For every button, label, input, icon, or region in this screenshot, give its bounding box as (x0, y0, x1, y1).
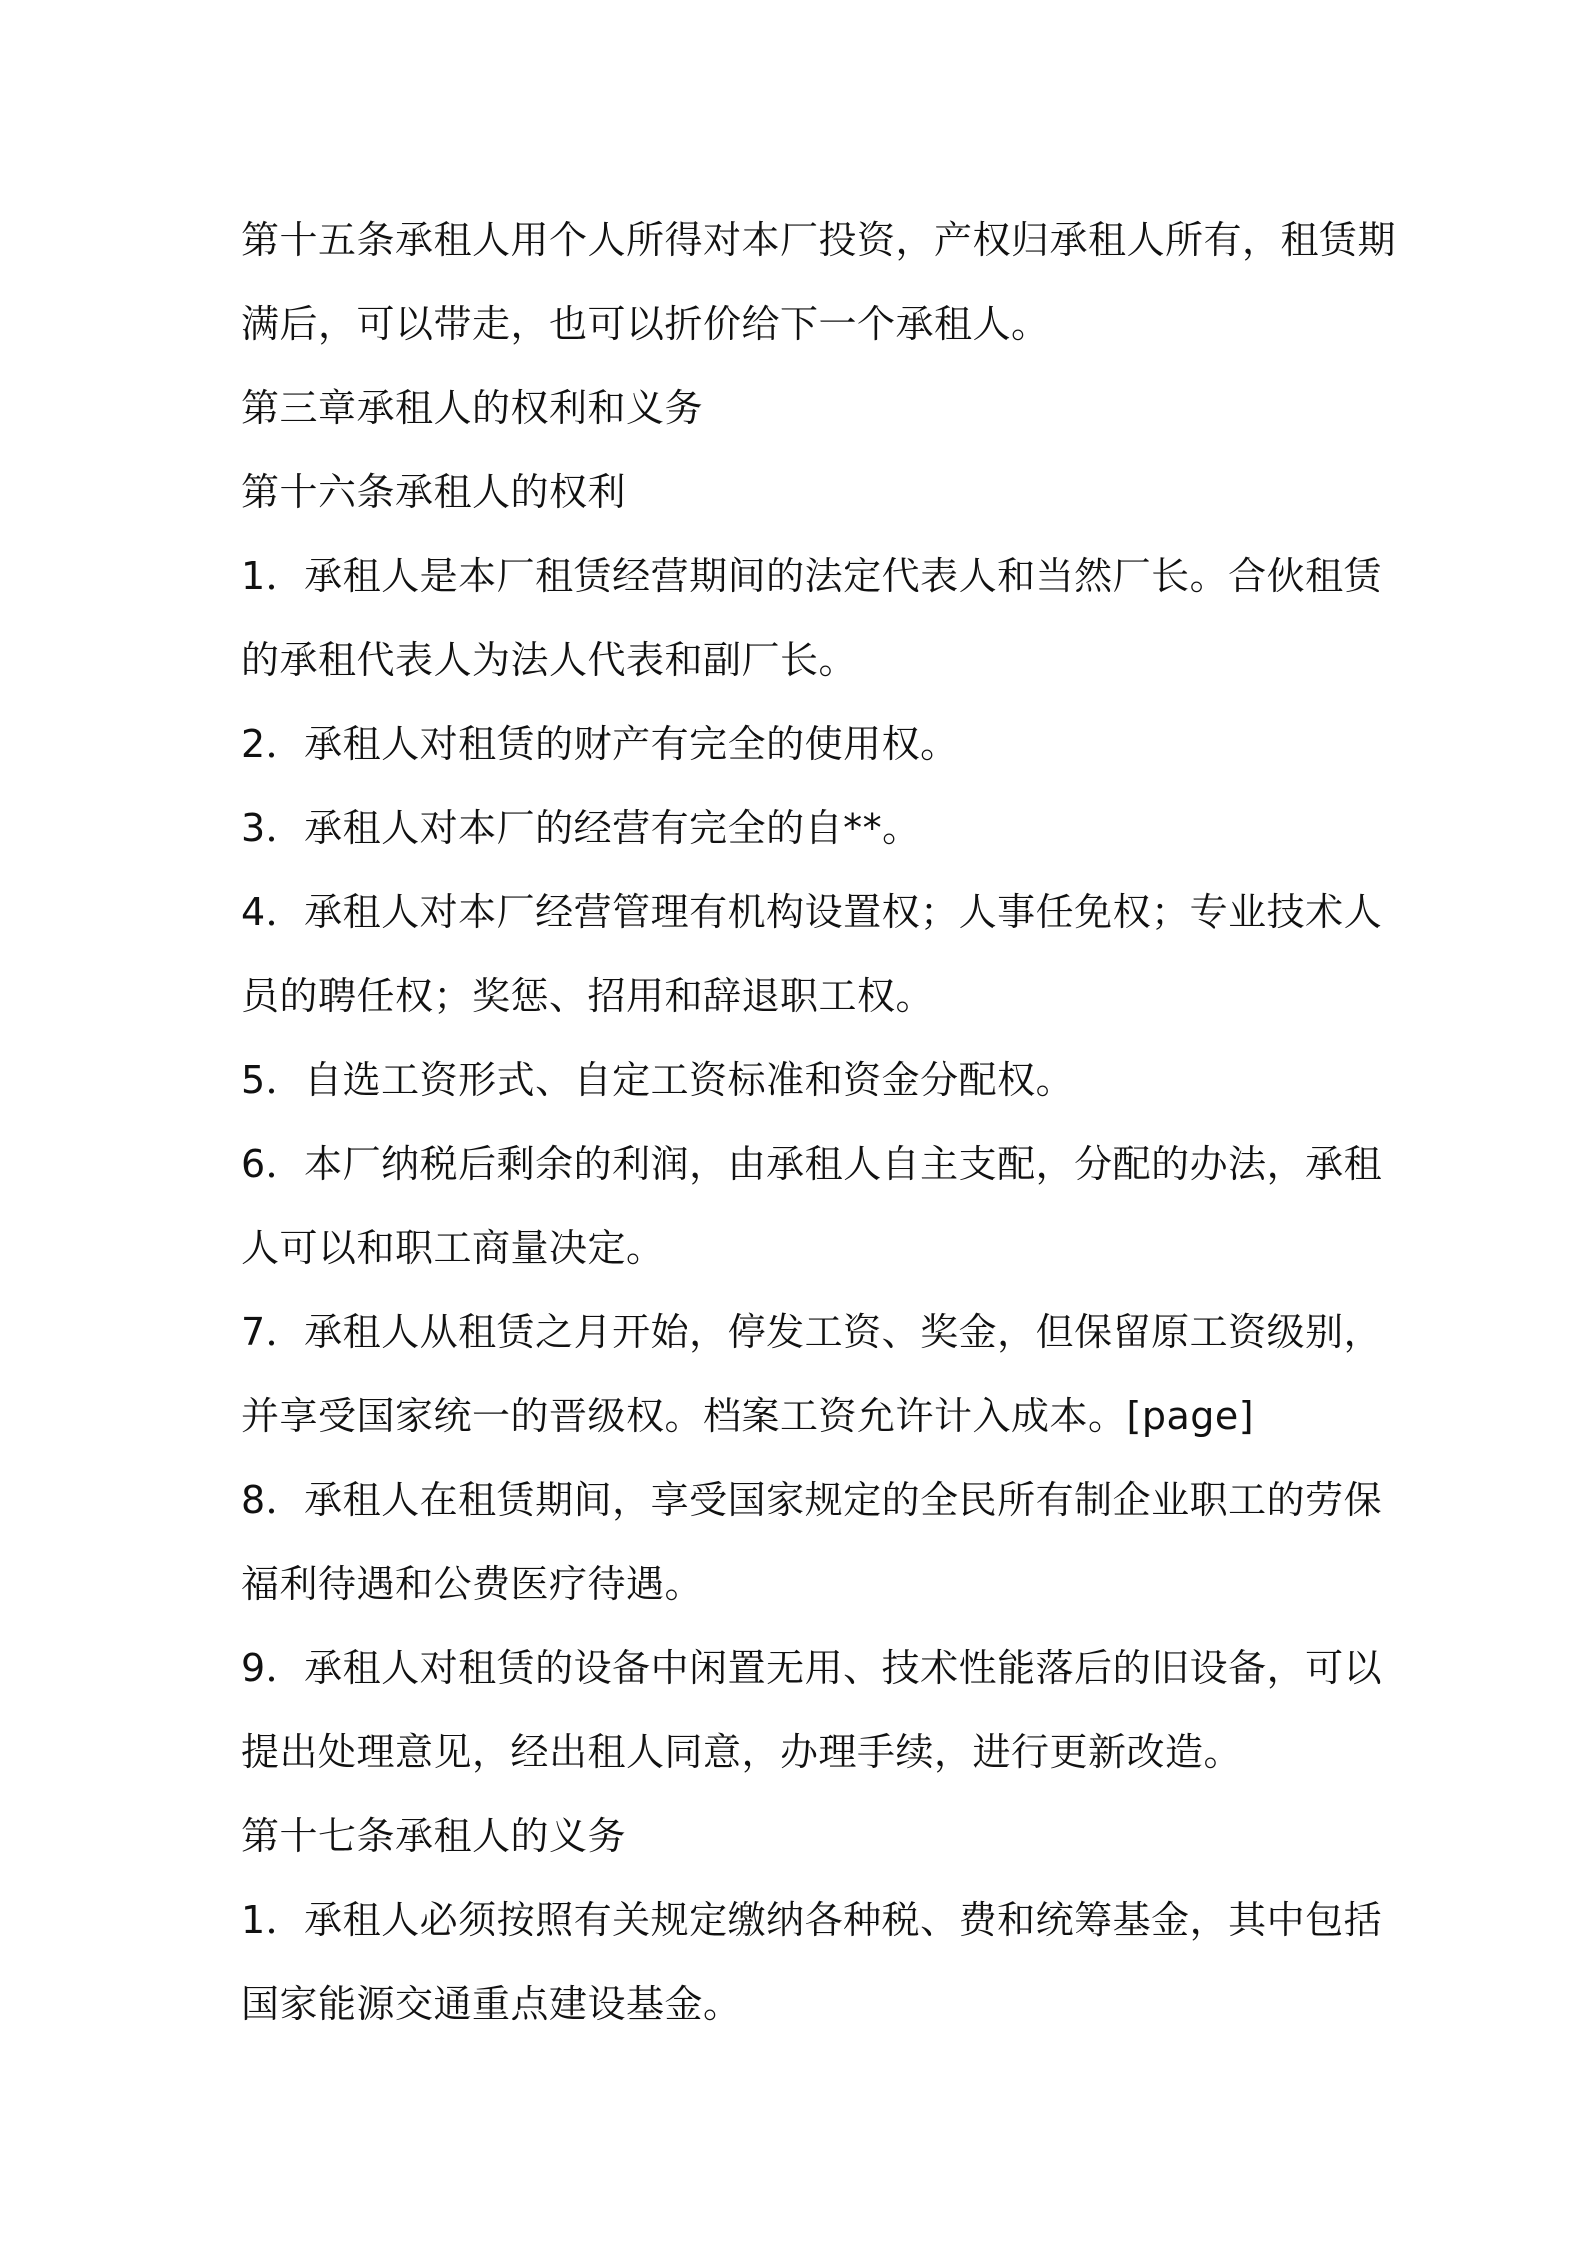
chapter-heading: 第三章承租人的权利和义务 (241, 386, 704, 430)
text-line: 福利待遇和公费医疗待遇。 (241, 1562, 704, 1606)
text-line: 5．自选工资形式、自定工资标准和资金分配权。 (241, 1058, 1075, 1102)
text-line: 8．承租人在租赁期间，享受国家规定的全民所有制企业职工的劳保 (241, 1478, 1383, 1522)
text-line: 6．本厂纳税后剩余的利润，由承租人自主支配，分配的办法，承租 (241, 1142, 1383, 1186)
text-line: 3．承租人对本厂的经营有完全的自**。 (241, 806, 921, 850)
article-heading: 第十七条承租人的义务 (241, 1814, 627, 1858)
text-line: 国家能源交通重点建设基金。 (241, 1982, 742, 2026)
text-line: 人可以和职工商量决定。 (241, 1226, 665, 1270)
text-line: 满后，可以带走，也可以折价给下一个承租人。 (241, 302, 1050, 346)
text-line: 员的聘任权；奖惩、招用和辞退职工权。 (241, 974, 935, 1018)
text-line: 第十五条承租人用个人所得对本厂投资，产权归承租人所有，租赁期 (241, 218, 1397, 262)
text-line: 的承租代表人为法人代表和副厂长。 (241, 638, 858, 682)
text-line: 9．承租人对租赁的设备中闲置无用、技术性能落后的旧设备，可以 (241, 1646, 1383, 1690)
text-line: 1．承租人必须按照有关规定缴纳各种税、费和统筹基金，其中包括 (241, 1898, 1383, 1942)
document-body (241, 198, 1397, 2046)
article-heading: 第十六条承租人的权利 (241, 470, 627, 514)
text-line: 提出处理意见，经出租人同意，办理手续，进行更新改造。 (241, 1730, 1243, 1774)
text-line: 1．承租人是本厂租赁经营期间的法定代表人和当然厂长。合伙租赁 (241, 554, 1383, 598)
text-line: 4．承租人对本厂经营管理有机构设置权；人事任免权；专业技术人 (241, 890, 1383, 934)
text-line: 并享受国家统一的晋级权。档案工资允许计入成本。[page] (241, 1394, 1255, 1438)
text-line: 7．承租人从租赁之月开始，停发工资、奖金，但保留原工资级别， (241, 1310, 1383, 1354)
text-line: 2．承租人对租赁的财产有完全的使用权。 (241, 722, 959, 766)
